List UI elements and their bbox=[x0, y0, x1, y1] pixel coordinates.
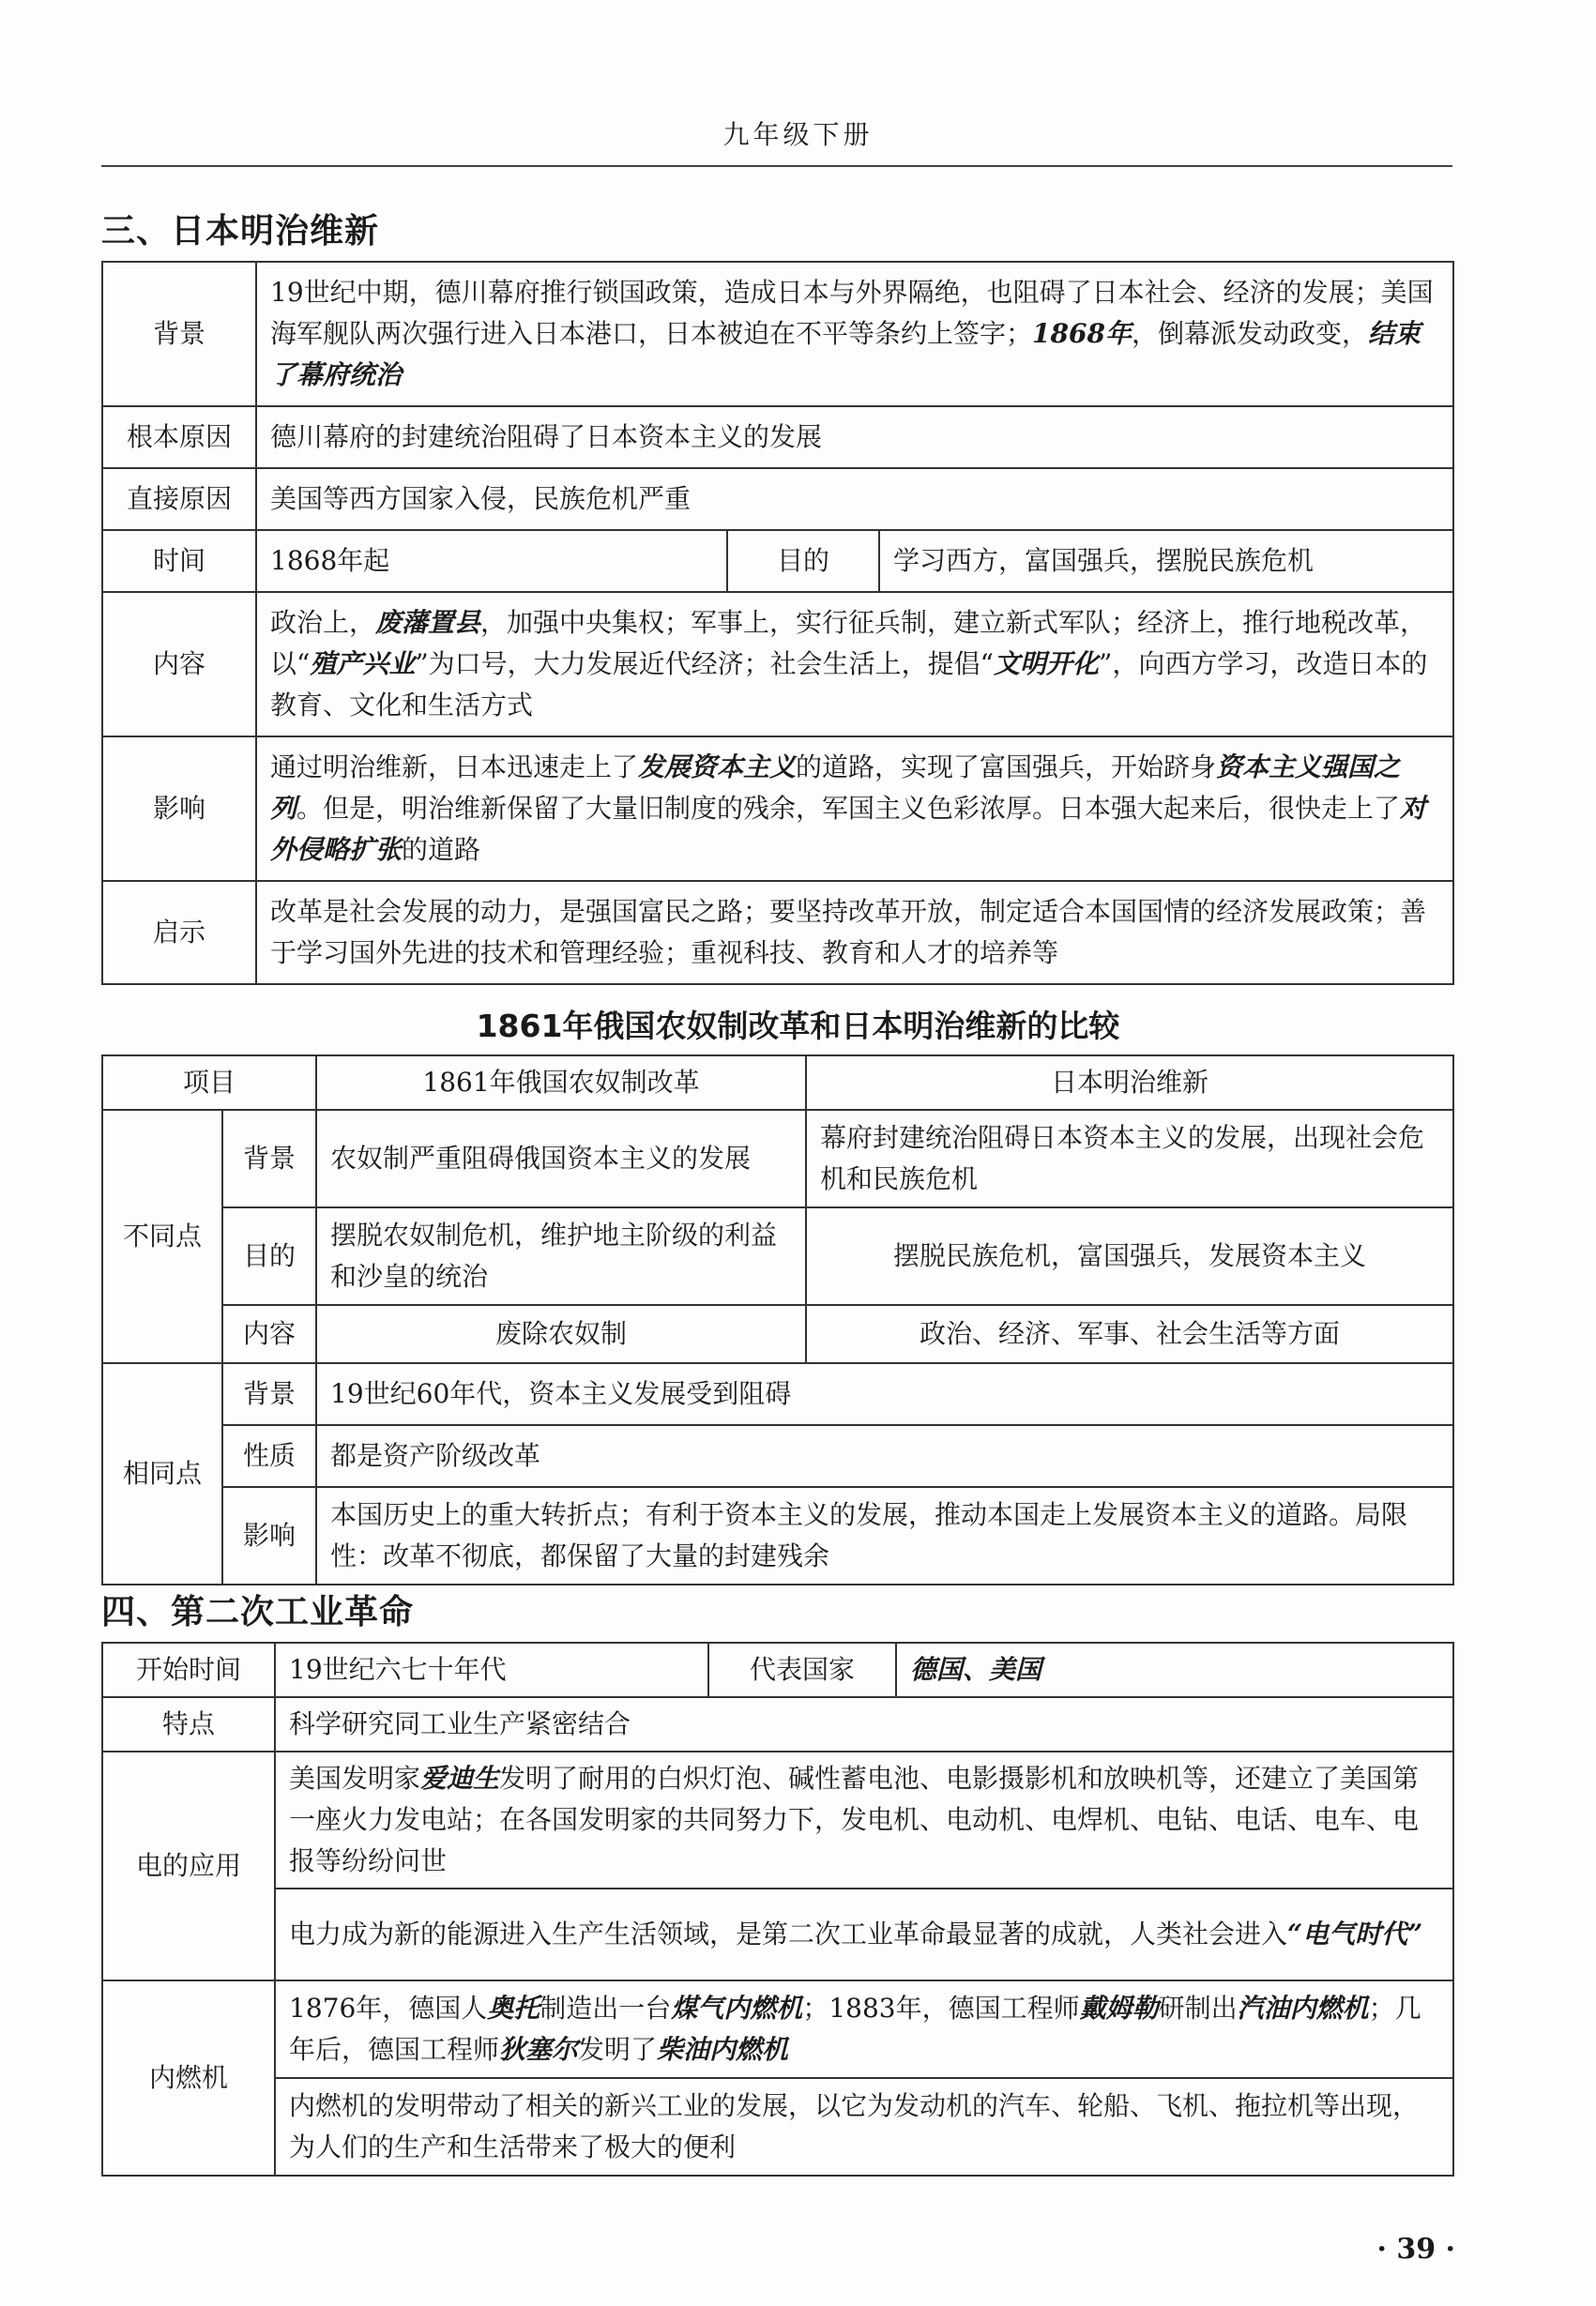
header-divider bbox=[101, 165, 1452, 167]
diff-content-russia: 废除农奴制 bbox=[316, 1305, 806, 1363]
row-label-direct-cause: 直接原因 bbox=[102, 468, 256, 530]
sim-nature-text: 都是资产阶级改革 bbox=[316, 1425, 1453, 1487]
table-row bbox=[102, 1889, 1453, 1980]
engine-text-b: 内燃机的发明带动了相关的新兴工业的发展，以它为发动机的汽车、轮船、飞机、拖拉机等出现，为人们的生产和生活带来了极大的便利 bbox=[275, 2078, 1453, 2176]
table-row bbox=[102, 736, 1453, 881]
table-row bbox=[102, 1425, 1453, 1487]
diff-content-japan: 政治、经济、军事、社会生活等方面 bbox=[806, 1305, 1453, 1363]
countries-label: 代表国家 bbox=[708, 1643, 896, 1697]
sim-background-label: 背景 bbox=[222, 1363, 316, 1425]
diff-background-label: 背景 bbox=[222, 1110, 316, 1207]
background-text: 19世纪中期，德川幕府推行锁国政策，造成日本与外界隔绝，也阻碍了日本社会、经济的发展；美国海军舰队两次强行进入日本港口，日本被迫在不平等条约上签字；1868年，倒幕派发动政变，结束了幕府统治 bbox=[256, 262, 1453, 406]
table-row bbox=[102, 406, 1453, 468]
table-row bbox=[102, 1980, 1453, 2078]
row-label-background: 背景 bbox=[102, 262, 256, 406]
diff-purpose-russia: 摆脱农奴制危机，维护地主阶级的利益和沙皇的统治 bbox=[316, 1207, 806, 1305]
page-number: · 39 · bbox=[1376, 2233, 1455, 2266]
header-russia: 1861年俄国农奴制改革 bbox=[316, 1055, 806, 1110]
row-label-time: 时间 bbox=[102, 530, 256, 592]
feature-label: 特点 bbox=[102, 1697, 275, 1752]
sim-impact-label: 影响 bbox=[222, 1487, 316, 1585]
electricity-label: 电的应用 bbox=[102, 1752, 275, 1980]
similarities-label: 相同点 bbox=[102, 1363, 222, 1585]
countries-value: 德国、美国 bbox=[896, 1643, 1453, 1697]
section-heading-industrial: 四、第二次工业革命 bbox=[101, 1593, 415, 1631]
table-row bbox=[102, 2078, 1453, 2176]
table-row bbox=[102, 1055, 1453, 1110]
diff-background-russia: 农奴制严重阻碍俄国资本主义的发展 bbox=[316, 1110, 806, 1207]
start-time-value: 19世纪六七十年代 bbox=[275, 1643, 708, 1697]
table-row bbox=[102, 1305, 1453, 1363]
table-row bbox=[102, 1363, 1453, 1425]
purpose-value: 学习西方，富国强兵，摆脱民族危机 bbox=[879, 530, 1453, 592]
engine-label: 内燃机 bbox=[102, 1980, 275, 2176]
diff-purpose-label: 目的 bbox=[222, 1207, 316, 1305]
table-row bbox=[102, 468, 1453, 530]
differences-label: 不同点 bbox=[102, 1110, 222, 1363]
table-row bbox=[102, 262, 1453, 406]
inspiration-text: 改革是社会发展的动力，是强国富民之路；要坚持改革开放，制定适合本国国情的经济发展政策；善于学习国外先进的技术和管理经验；重视科技、教育和人才的培养等 bbox=[256, 881, 1453, 984]
table-row bbox=[102, 1752, 1453, 1889]
time-value: 1868年起 bbox=[256, 530, 727, 592]
diff-content-label: 内容 bbox=[222, 1305, 316, 1363]
meiji-restoration-table bbox=[101, 261, 1454, 985]
comparison-table bbox=[101, 1054, 1454, 1585]
feature-text: 科学研究同工业生产紧密结合 bbox=[275, 1697, 1453, 1752]
electricity-text-b: 电力成为新的能源进入生产生活领域，是第二次工业革命最显著的成就，人类社会进入“电气时代” bbox=[275, 1889, 1453, 1980]
comparison-title: 1861年俄国农奴制改革和日本明治维新的比较 bbox=[476, 1008, 1120, 1044]
diff-background-japan: 幕府封建统治阻碍日本资本主义的发展，出现社会危机和民族危机 bbox=[806, 1110, 1453, 1207]
row-label-impact: 影响 bbox=[102, 736, 256, 881]
header-item: 项目 bbox=[102, 1055, 316, 1110]
header-japan: 日本明治维新 bbox=[806, 1055, 1453, 1110]
sim-impact-text: 本国历史上的重大转折点；有利于资本主义的发展，推动本国走上发展资本主义的道路。局限性：改革不彻底，都保留了大量的封建残余 bbox=[316, 1487, 1453, 1585]
sim-nature-label: 性质 bbox=[222, 1425, 316, 1487]
diff-purpose-japan: 摆脱民族危机，富国强兵，发展资本主义 bbox=[806, 1207, 1453, 1305]
table-row bbox=[102, 530, 1453, 592]
industrial-revolution-table bbox=[101, 1642, 1454, 2177]
section-heading-meiji: 三、日本明治维新 bbox=[101, 212, 380, 250]
sim-background-text: 19世纪60年代，资本主义发展受到阻碍 bbox=[316, 1363, 1453, 1425]
table-row bbox=[102, 1110, 1453, 1207]
table-row bbox=[102, 881, 1453, 984]
table-row bbox=[102, 1487, 1453, 1585]
table-row bbox=[102, 1697, 1453, 1752]
engine-text-a: 1876年，德国人奥托制造出一台煤气内燃机；1883年，德国工程师戴姆勒研制出汽油内燃机；几年后，德国工程师狄塞尔发明了柴油内燃机 bbox=[275, 1980, 1453, 2078]
electricity-text-a: 美国发明家爱迪生发明了耐用的白炽灯泡、碱性蓄电池、电影摄影机和放映机等，还建立了美国第一座火力发电站；在各国发明家的共同努力下，发电机、电动机、电焊机、电钻、电话、电车、电报等纷纷问世 bbox=[275, 1752, 1453, 1889]
table-row bbox=[102, 1207, 1453, 1305]
content-text: 政治上，废藩置县，加强中央集权；军事上，实行征兵制，建立新式军队；经济上，推行地税改革，以“殖产兴业”为口号，大力发展近代经济；社会生活上，提倡“文明开化”，向西方学习，改造日本的教育、文化和生活方式 bbox=[256, 592, 1453, 736]
page-header-title: 九年级下册 bbox=[722, 119, 874, 150]
root-cause-text: 德川幕府的封建统治阻碍了日本资本主义的发展 bbox=[256, 406, 1453, 468]
table-row bbox=[102, 592, 1453, 736]
table-row bbox=[102, 1643, 1453, 1697]
purpose-label: 目的 bbox=[727, 530, 879, 592]
impact-text: 通过明治维新，日本迅速走上了发展资本主义的道路，实现了富国强兵，开始跻身资本主义强国之列。但是，明治维新保留了大量旧制度的残余，军国主义色彩浓厚。日本强大起来后，很快走上了对外侵略扩张的道路 bbox=[256, 736, 1453, 881]
row-label-inspiration: 启示 bbox=[102, 881, 256, 984]
row-label-content: 内容 bbox=[102, 592, 256, 736]
row-label-root-cause: 根本原因 bbox=[102, 406, 256, 468]
direct-cause-text: 美国等西方国家入侵，民族危机严重 bbox=[256, 468, 1453, 530]
start-time-label: 开始时间 bbox=[102, 1643, 275, 1697]
